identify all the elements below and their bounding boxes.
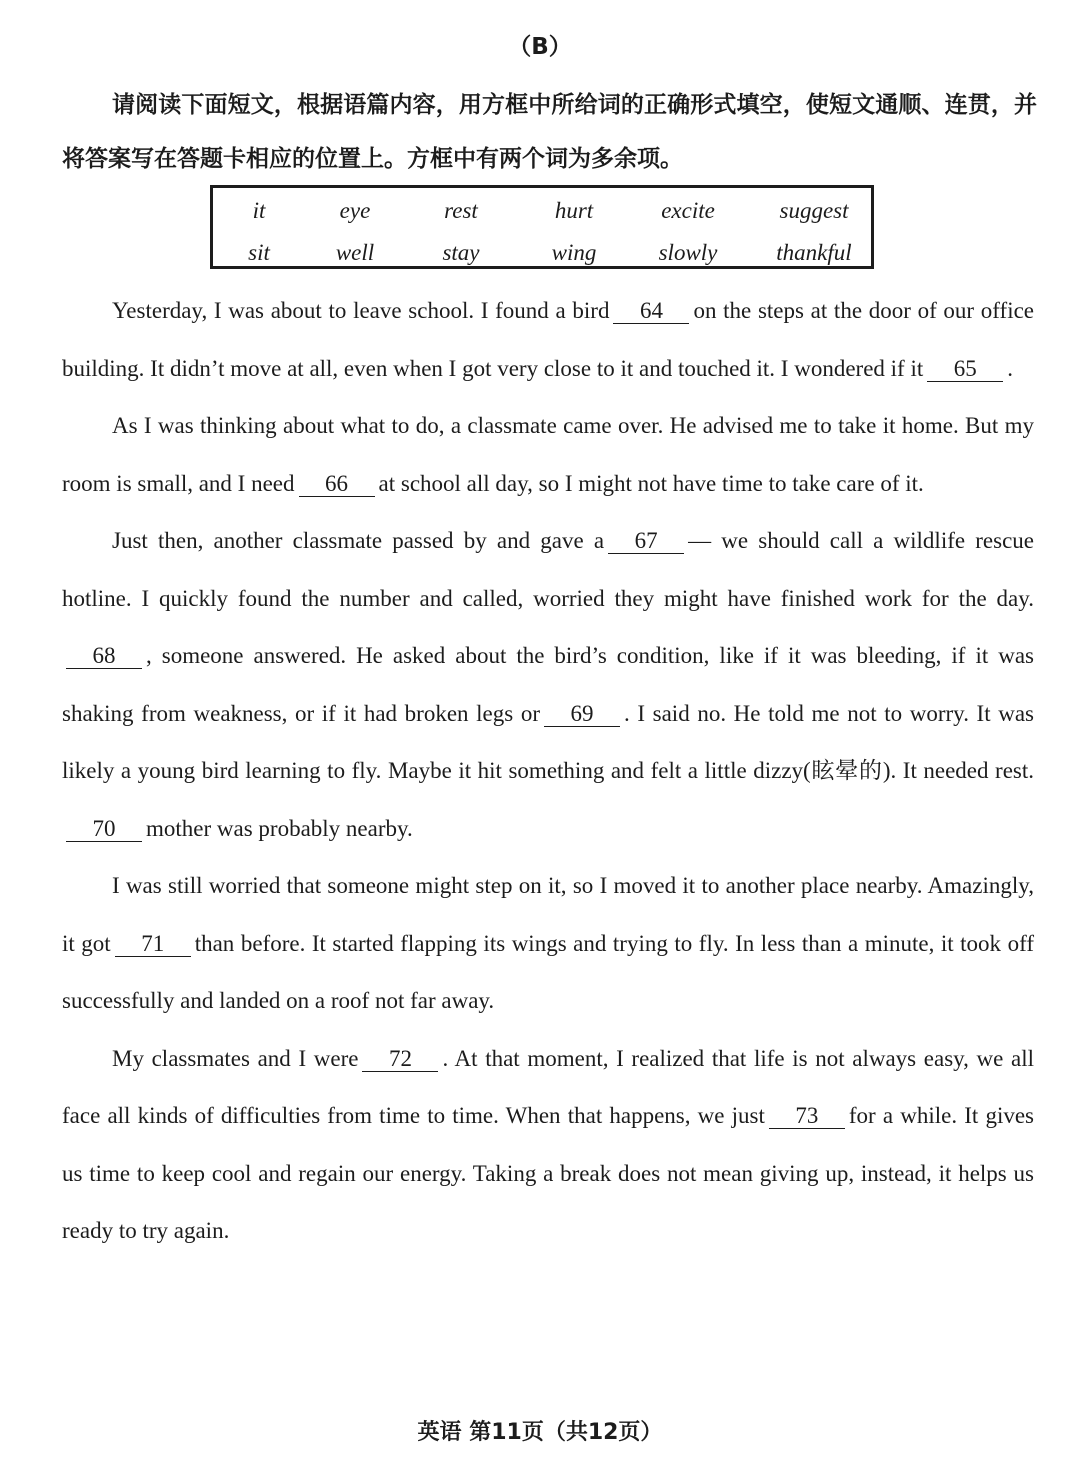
paragraph-1 — [62, 282, 1034, 397]
blank-65[interactable]: 65 — [927, 357, 1003, 382]
instructions: 请阅读下面短文，根据语篇内容，用方框中所给词的正确形式填空，使短文通顺、连贯，并将答案写在答题卡相应的位置上。方框中有两个词为多余项。 — [62, 92, 1037, 172]
blank-70[interactable]: 70 — [66, 817, 142, 842]
passage-text: I was still worried that someone might step on it, so I moved it to another place nearby. Amazingly, it got — [62, 873, 1034, 956]
passage-text: mother was probably nearby. — [146, 815, 413, 841]
word-box-item: wing — [551, 240, 597, 265]
blank-66[interactable]: 66 — [299, 472, 375, 497]
word-box-item: stay — [442, 240, 480, 265]
passage-text: at school all day, so I might not have time to take care of it. — [378, 470, 924, 496]
word-box-item: eye — [339, 198, 371, 223]
word-box-item: suggest — [779, 198, 849, 223]
paragraph-2 — [62, 397, 1034, 512]
passage-text: . At that moment, I realized that life is not always easy, we all face all kinds of difficulties from time to time. When that happens, we just — [62, 1045, 1034, 1128]
word-box-item: hurt — [554, 198, 594, 223]
passage-text: My classmates and I were — [112, 1045, 359, 1071]
word-box — [210, 185, 874, 269]
passage-text: Yesterday, I was about to leave school. I found a bird — [112, 298, 610, 323]
word-box-item: it — [252, 198, 266, 223]
passage-text: . — [1007, 355, 1013, 381]
blank-69[interactable]: 69 — [544, 702, 620, 727]
word-box-item: thankful — [776, 240, 852, 265]
word-box-item: rest — [444, 198, 478, 223]
passage — [62, 282, 1034, 1260]
paragraph-5 — [62, 1030, 1034, 1260]
word-box-item: slowly — [658, 240, 718, 265]
page-footer: 英语 第11页（共12页） — [417, 1420, 663, 1445]
blank-71[interactable]: 71 — [115, 932, 191, 957]
passage-text: , someone answered. He asked about the bird’s condition, like if it was bleeding, if it was shaking from weakness, or if it had broken legs or — [62, 643, 1034, 726]
passage-text: for a while. It gives us time to keep cool and regain our energy. Taking a break does not mean giving up, instead, it helps us ready to try again. — [62, 1103, 1034, 1243]
blank-68[interactable]: 68 — [66, 644, 142, 669]
passage-text: — we should call a wildlife rescue hotline. I quickly found the number and called, worried they might have finished work for the day. — [62, 528, 1034, 611]
word-box-item: well — [335, 240, 375, 265]
passage-text: than before. It started flapping its wings and trying to fly. In less than a minute, it took off successfully and landed on a roof not far away. — [62, 930, 1034, 1013]
word-box-item: sit — [248, 240, 270, 265]
passage-text: Just then, another classmate passed by and gave a — [112, 528, 605, 553]
blank-67[interactable]: 67 — [608, 529, 684, 554]
section-title: （B） — [508, 34, 572, 60]
paragraph-4 — [62, 857, 1034, 1030]
word-box-item: excite — [661, 198, 715, 223]
passage-text: on the steps at the door of our office building. It didn’t move at all, even when I got very close to it and touched it. I wondered if it — [62, 298, 1034, 381]
blank-64[interactable]: 64 — [613, 299, 689, 324]
blank-73[interactable]: 73 — [769, 1104, 845, 1129]
passage-text: As I was thinking about what to do, a classmate came over. He advised me to take it home. But my room is small, and I need — [62, 413, 1034, 496]
passage-text: . I said no. He told me not to worry. It was likely a young bird learning to fly. Maybe it hit something and felt a little dizzy(眩晕的). It needed rest. — [62, 700, 1034, 783]
blank-72[interactable]: 72 — [362, 1047, 438, 1072]
paragraph-3 — [62, 512, 1034, 857]
